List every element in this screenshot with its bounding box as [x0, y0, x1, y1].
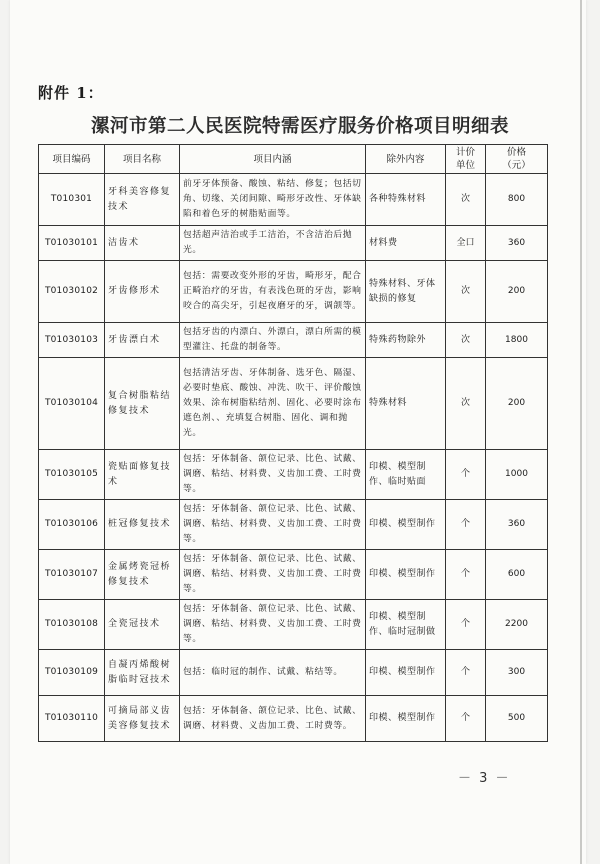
cell-name: 金属烤瓷冠桥修复技术	[105, 550, 180, 600]
cell-name: 牙齿修形术	[105, 261, 180, 323]
cell-excluded: 印模、模型制作、临时贴面	[366, 450, 446, 500]
cell-price: 800	[486, 174, 548, 226]
cell-price: 1800	[486, 323, 548, 358]
header-content: 项目内涵	[180, 145, 366, 174]
price-table	[38, 144, 548, 742]
cell-code: T01030110	[39, 696, 105, 742]
cell-unit: 全口	[446, 226, 486, 261]
cell-name: 可摘局部义齿美容修复技术	[105, 696, 180, 742]
document-title: 漯河市第二人民医院特需医疗服务价格项目明细表	[90, 116, 509, 137]
table-row	[39, 696, 548, 742]
page-number: － 3 －	[458, 771, 511, 786]
cell-name: 自凝丙烯酸树脂临时冠技术	[105, 650, 180, 696]
cell-name: 桩冠修复技术	[105, 500, 180, 550]
cell-price: 200	[486, 261, 548, 323]
table-row	[39, 500, 548, 550]
cell-content: 前牙牙体预备、酸蚀、粘结、修复；包括切角、切缘、关闭间隙、畸形牙改性、牙体缺陷和着色牙的树脂贴面等。	[180, 174, 366, 226]
cell-content: 包括清洁牙齿、牙体制备、选牙色、隔湿、必要时垫底、酸蚀、冲洗、吹干、评价酸蚀效果、涂布树脂粘结剂、固化、必要时涂布遮色剂、、充填复合树脂、固化、调和抛光。	[180, 358, 366, 450]
cell-excluded: 各种特殊材料	[366, 174, 446, 226]
header-excluded: 除外内容	[366, 145, 446, 174]
cell-price: 2200	[486, 600, 548, 650]
cell-content: 包括：牙体制备、颌位记录、比色、试戴、调磨、材料费、义齿加工费、工时费等。	[180, 696, 366, 742]
cell-code: T01030109	[39, 650, 105, 696]
table-row	[39, 358, 548, 450]
cell-name: 全瓷冠技术	[105, 600, 180, 650]
cell-content: 包括：牙体制备、颌位记录、比色、试戴、调磨、粘结、材料费、义齿加工费、工时费等。	[180, 450, 366, 500]
cell-excluded: 印模、模型制作	[366, 550, 446, 600]
cell-name: 复合树脂粘结修复技术	[105, 358, 180, 450]
cell-price: 600	[486, 550, 548, 600]
cell-content: 包括：牙体制备、颌位记录、比色、试戴、调磨、粘结、材料费、义齿加工费、工时费等。	[180, 500, 366, 550]
table-row	[39, 450, 548, 500]
cell-unit: 次	[446, 174, 486, 226]
cell-content: 包括：临时冠的制作、试戴、粘结等。	[180, 650, 366, 696]
cell-code: T01030102	[39, 261, 105, 323]
cell-unit: 个	[446, 600, 486, 650]
header-name: 项目名称	[105, 145, 180, 174]
table-row	[39, 650, 548, 696]
cell-unit: 次	[446, 323, 486, 358]
cell-name: 洁齿术	[105, 226, 180, 261]
cell-unit: 个	[446, 650, 486, 696]
cell-content: 包括超声洁治或手工洁治，不含洁治后抛光。	[180, 226, 366, 261]
header-unit: 计价 单位	[446, 145, 486, 174]
cell-price: 360	[486, 500, 548, 550]
table-row	[39, 174, 548, 226]
cell-unit: 个	[446, 450, 486, 500]
table-row	[39, 261, 548, 323]
cell-excluded: 特殊材料、牙体缺损的修复	[366, 261, 446, 323]
cell-excluded: 印模、模型制作	[366, 696, 446, 742]
cell-name: 瓷贴面修复技术	[105, 450, 180, 500]
cell-price: 300	[486, 650, 548, 696]
table-row	[39, 550, 548, 600]
table-row	[39, 323, 548, 358]
header-price: 价格 （元）	[486, 145, 548, 174]
cell-excluded: 特殊药物除外	[366, 323, 446, 358]
cell-code: T01030101	[39, 226, 105, 261]
cell-unit: 次	[446, 358, 486, 450]
cell-excluded: 印模、模型制作	[366, 500, 446, 550]
cell-unit: 个	[446, 696, 486, 742]
cell-excluded: 特殊材料	[366, 358, 446, 450]
cell-code: T01030105	[39, 450, 105, 500]
cell-content: 包括：牙体制备、颌位记录、比色、试戴、调磨、粘结、材料费、义齿加工费、工时费等。	[180, 600, 366, 650]
cell-code: T010301	[39, 174, 105, 226]
cell-excluded: 印模、模型制作、临时冠制做	[366, 600, 446, 650]
cell-unit: 个	[446, 550, 486, 600]
cell-excluded: 材料费	[366, 226, 446, 261]
cell-code: T01030103	[39, 323, 105, 358]
header-code: 项目编码	[39, 145, 105, 174]
cell-price: 500	[486, 696, 548, 742]
cell-price: 200	[486, 358, 548, 450]
attachment-label: 附件 1：	[38, 84, 104, 102]
cell-excluded: 印模、模型制作	[366, 650, 446, 696]
cell-unit: 次	[446, 261, 486, 323]
cell-code: T01030104	[39, 358, 105, 450]
cell-content: 包括牙齿的内漂白、外漂白，漂白所需的模型灌注、托盘的制备等。	[180, 323, 366, 358]
cell-content: 包括：牙体制备、颌位记录、比色、试戴、调磨、粘结、材料费、义齿加工费、工时费等。	[180, 550, 366, 600]
cell-price: 360	[486, 226, 548, 261]
table-row	[39, 226, 548, 261]
table-row	[39, 600, 548, 650]
cell-price: 1000	[486, 450, 548, 500]
table-header-row	[39, 145, 548, 174]
cell-name: 牙齿漂白术	[105, 323, 180, 358]
cell-code: T01030106	[39, 500, 105, 550]
cell-code: T01030108	[39, 600, 105, 650]
cell-content: 包括：需要改变外形的牙齿，畸形牙，配合正畸治疗的牙齿，有表浅色斑的牙齿，影响咬合的高尖牙，引起夜磨牙的牙，调颌等。	[180, 261, 366, 323]
cell-unit: 个	[446, 500, 486, 550]
cell-code: T01030107	[39, 550, 105, 600]
cell-name: 牙科美容修复技术	[105, 174, 180, 226]
